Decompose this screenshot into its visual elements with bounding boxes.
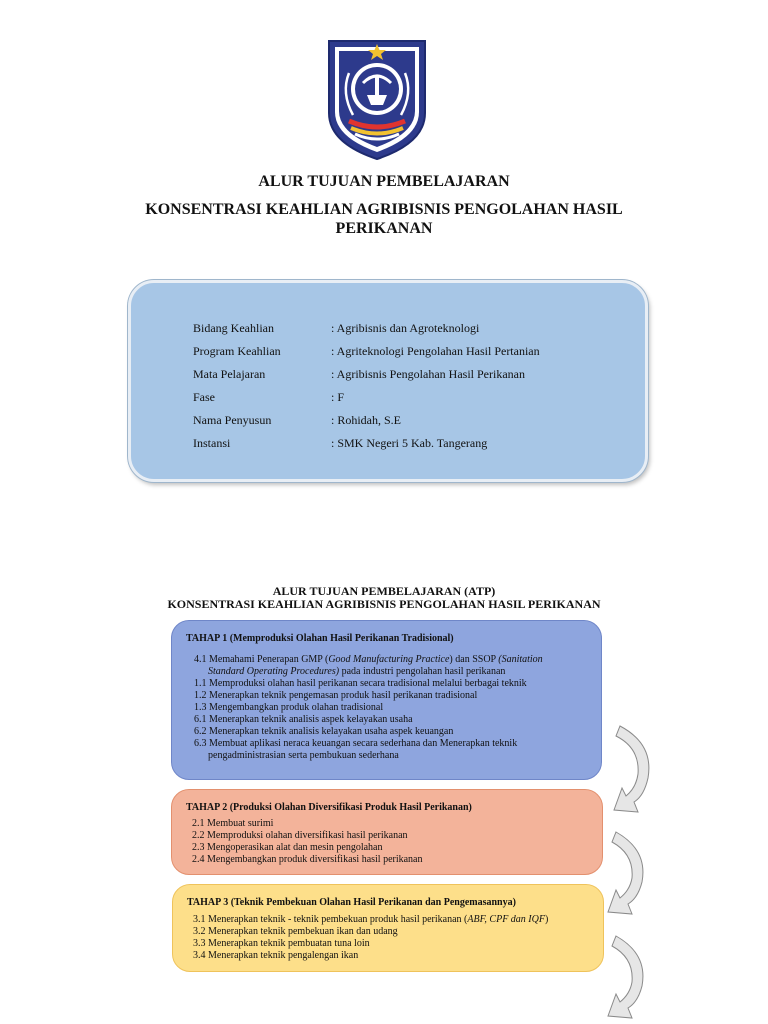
stage-title: TAHAP 2 (Produksi Olahan Diversifikasi Produk Hasil Perikanan) [186,802,472,813]
info-value: : F [331,390,345,404]
info-label: Fase [193,390,215,404]
school-crest-logo [327,33,427,161]
curved-arrow-icon [604,932,654,1024]
list-item: 2.3 Mengoperasikan alat dan mesin pengolahan [192,842,383,853]
list-item: 1.1 Memproduksi olahan hasil perikanan secara tradisional melalui berbagai teknik [194,678,527,689]
info-label: Mata Pelajaran [193,367,266,381]
list-item: 2.1 Membuat surimi [192,818,274,829]
atp-title: ALUR TUJUAN PEMBELAJARAN (ATP) [272,584,496,598]
info-value: : Agriteknologi Pengolahan Hasil Pertanian [331,344,540,358]
stage-title: TAHAP 1 (Memproduksi Olahan Hasil Perikanan Tradisional) [186,633,454,644]
info-label: Program Keahlian [193,344,281,358]
info-value: : Rohidah, S.E [331,413,402,427]
stage-2-box [171,789,603,875]
list-item: Standard Operating Procedures) pada industri pengolahan hasil perikanan [208,666,506,677]
stage-title: TAHAP 3 (Teknik Pembekuan Olahan Hasil Perikanan dan Pengemasannya) [187,897,516,908]
list-item: 1.2 Menerapkan teknik pengemasan produk hasil perikanan tradisional [194,690,478,701]
list-item: 6.1 Menerapkan teknik analisis aspek kelayakan usaha [194,714,413,725]
atp-subtitle: KONSENTRASI KEAHLIAN AGRIBISNIS PENGOLAHAN HASIL PERIKANAN [167,597,601,611]
list-item: 2.4 Mengembangkan produk diversifikasi hasil perikanan [192,854,423,865]
stage-3-box [172,884,604,972]
stage-items [194,654,543,762]
stage-1-box [171,620,602,780]
stage-items [193,914,548,962]
list-item: 1.3 Mengembangkan produk olahan tradisional [194,702,384,713]
info-value: : Agribisnis Pengolahan Hasil Perikanan [331,367,525,381]
info-panel [128,280,648,482]
list-item: 3.1 Menerapkan teknik - teknik pembekuan produk hasil perikanan (ABF, CPF dan IQF) [193,914,549,925]
list-item: 6.2 Menerapkan teknik analisis kelayakan usaha aspek keuangan [194,726,454,737]
info-label: Instansi [193,436,231,450]
info-label: Nama Penyusun [193,413,272,427]
stage-items [192,818,423,866]
list-item: 3.4 Menerapkan teknik pengalengan ikan [193,950,359,961]
curved-arrow-icon [608,722,658,822]
list-item: 6.3 Membuat aplikasi neraca keuangan secara sederhana dan Menerapkan teknik [194,738,518,749]
info-value: : Agribisnis dan Agroteknologi [331,321,480,335]
document-subtitle: KONSENTRASI KEAHLIAN AGRIBISNIS PENGOLAHAN HASIL PERIKANAN [145,201,623,237]
list-item: 3.3 Menerapkan teknik pembuatan tuna loin [193,938,370,949]
info-value: : SMK Negeri 5 Kab. Tangerang [331,436,488,450]
list-item: 2.2 Memproduksi olahan diversifikasi hasil perikanan [192,830,408,841]
list-item: 3.2 Menerapkan teknik pembekuan ikan dan udang [193,926,398,937]
list-item: 4.1 Memahami Penerapan GMP (Good Manufacturing Practice) dan SSOP (Sanitation [194,654,543,665]
document-title: ALUR TUJUAN PEMBELAJARAN [258,173,510,190]
curved-arrow-icon [604,828,654,923]
list-item: pengadministrasian serta pembukuan sederhana [208,750,399,761]
info-label: Bidang Keahlian [193,321,274,335]
